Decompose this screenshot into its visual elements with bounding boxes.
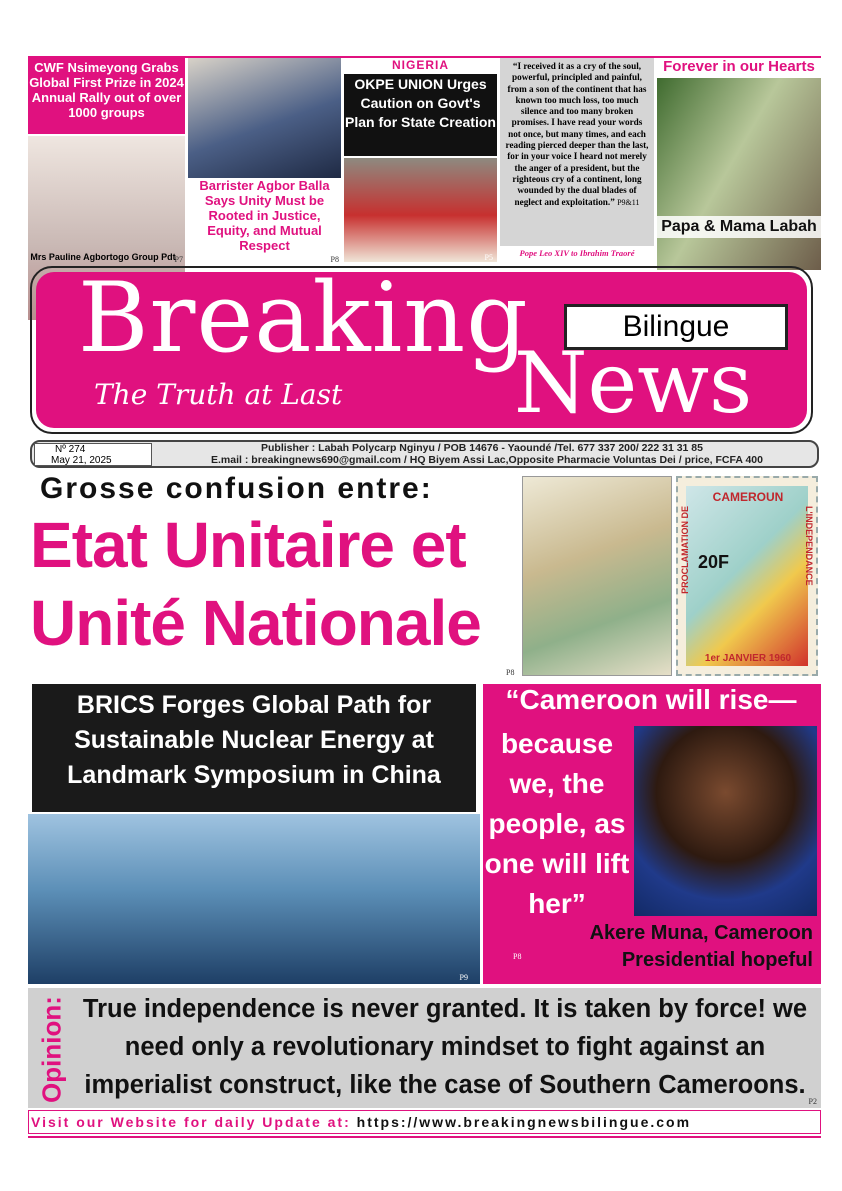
- page-ref: P8: [513, 952, 522, 961]
- stamp-date: 1er JANVIER 1960: [704, 653, 792, 664]
- brics-photo: [28, 814, 480, 984]
- teaser-okpe[interactable]: [344, 58, 497, 264]
- stamp-left-text: PROCLAMATION DE: [680, 506, 690, 594]
- masthead-panel: [36, 262, 807, 432]
- akere-portrait: [634, 726, 817, 916]
- website-banner[interactable]: [28, 1110, 821, 1134]
- lead-kicker: Grosse confusion entre:: [40, 472, 433, 505]
- stamp-value: 20F: [698, 552, 730, 572]
- lead-headline[interactable]: Etat Unitaire et Unité Nationale: [30, 509, 481, 659]
- masthead-badge: Bilingue: [564, 304, 788, 350]
- stamp-right-text: L'INDEPENDANCE: [804, 506, 814, 586]
- issue-number: Nº 274: [55, 444, 86, 455]
- website-url[interactable]: https://www.breakingnewsbilingue.com: [356, 1114, 692, 1130]
- opinion-label-text: Opinion:: [36, 996, 67, 1103]
- teaser-cwf[interactable]: [28, 58, 185, 264]
- teaser-quote[interactable]: [500, 58, 654, 264]
- page-ref: P8: [506, 668, 515, 677]
- teaser-agbor-photo: [188, 58, 341, 178]
- brics-headline: BRICS Forges Global Path for Sustainable Nuclear Energy at Landmark Symposium in China: [32, 684, 476, 812]
- page-ref: P5: [484, 253, 493, 262]
- akere-quote-line1: “Cameroon will rise—: [505, 684, 797, 715]
- teaser-cwf-headline: CWF Nsimeyong Grabs Global First Prize in 2024 Annual Rally out of over 1000 groups: [28, 58, 185, 134]
- page-ref: P9&11: [617, 197, 640, 207]
- quote-body: “I received it as a cry of the soul, powerful, principled and painful, from a son of the continent that has known too much loss, too much silence and too many broken promises. I have read your words not once, but many times, and each reading pierced deeper than the last, for in your voice I heard not merely the anger of a president, but the righteous cry of a continent, long wounded by the dual blades of neglect and exploitation.”: [505, 61, 649, 207]
- cameroon-map-image: [522, 476, 672, 676]
- masthead: [30, 262, 813, 434]
- stamp-design: [680, 486, 814, 666]
- teaser-okpe-photo: [344, 158, 497, 262]
- contact-line: E.mail : breakingnews690@gmail.com / HQ Biyem Assi Lac,Opposite Pharmacie Voluntas Dei / price, FCFA 400: [211, 454, 763, 466]
- opinion-label: [30, 990, 74, 1106]
- masthead-tagline: The Truth at Last: [94, 378, 343, 411]
- page-ref: P7: [174, 255, 183, 264]
- opinion-box[interactable]: [28, 988, 821, 1108]
- teaser-agbor-headline: Barrister Agbor Balla Says Unity Must be Rooted in Justice, Equity, and Mutual Respect: [199, 178, 330, 253]
- akere-quote-rest: because we, the people, as one will lift her”: [484, 728, 630, 919]
- teaser-okpe-kicker: NIGERIA: [391, 58, 449, 72]
- teaser-quote-credit: Pope Leo XIV to Ibrahim Traoré: [519, 248, 635, 258]
- page-ref: P9: [459, 973, 468, 982]
- akere-name: Akere Muna, Cameroon Presidential hopeful: [589, 922, 813, 971]
- bottom-rule: [28, 1136, 821, 1138]
- page-ref: P2: [808, 1097, 817, 1106]
- website-line: [31, 1114, 691, 1130]
- teaser-memorial-photo: [657, 78, 821, 270]
- website-prefix: Visit our Website for daily Update at:: [31, 1114, 351, 1130]
- page-ref: P8: [330, 255, 339, 264]
- teaser-quote-text: [500, 58, 654, 246]
- issue-date: May 21, 2025: [51, 455, 112, 466]
- opinion-text: True independence is never granted. It is taken by force! we need only a revolutionary mindset to fight against an imperialist construct, like the case of Southern Cameroons.: [82, 995, 808, 1099]
- publisher-line: Publisher : Labah Polycarp Nginyu / POB 14676 - Yaoundé /Tel. 677 337 200/ 222 31 31 85: [261, 442, 703, 454]
- akere-story[interactable]: [483, 684, 821, 984]
- teaser-memorial-caption: Papa & Mama Labah: [657, 216, 821, 238]
- stamp-country: CAMEROUN: [712, 490, 784, 504]
- brics-story[interactable]: [28, 682, 480, 984]
- teaser-okpe-headline: OKPE UNION Urges Caution on Govt's Plan for State Creation: [344, 74, 497, 156]
- issue-box: [34, 443, 152, 466]
- masthead-news: News: [514, 334, 753, 432]
- independence-stamp: [676, 476, 818, 676]
- teaser-memorial-headline: Forever in our Hearts: [663, 58, 815, 75]
- teaser-agbor[interactable]: [188, 58, 341, 264]
- teaser-cwf-caption: Mrs Pauline Agbortogo Group Pdt: [30, 252, 176, 262]
- info-bar: [30, 440, 819, 468]
- masthead-breaking: Breaking: [78, 262, 529, 374]
- teaser-memorial[interactable]: [657, 58, 821, 264]
